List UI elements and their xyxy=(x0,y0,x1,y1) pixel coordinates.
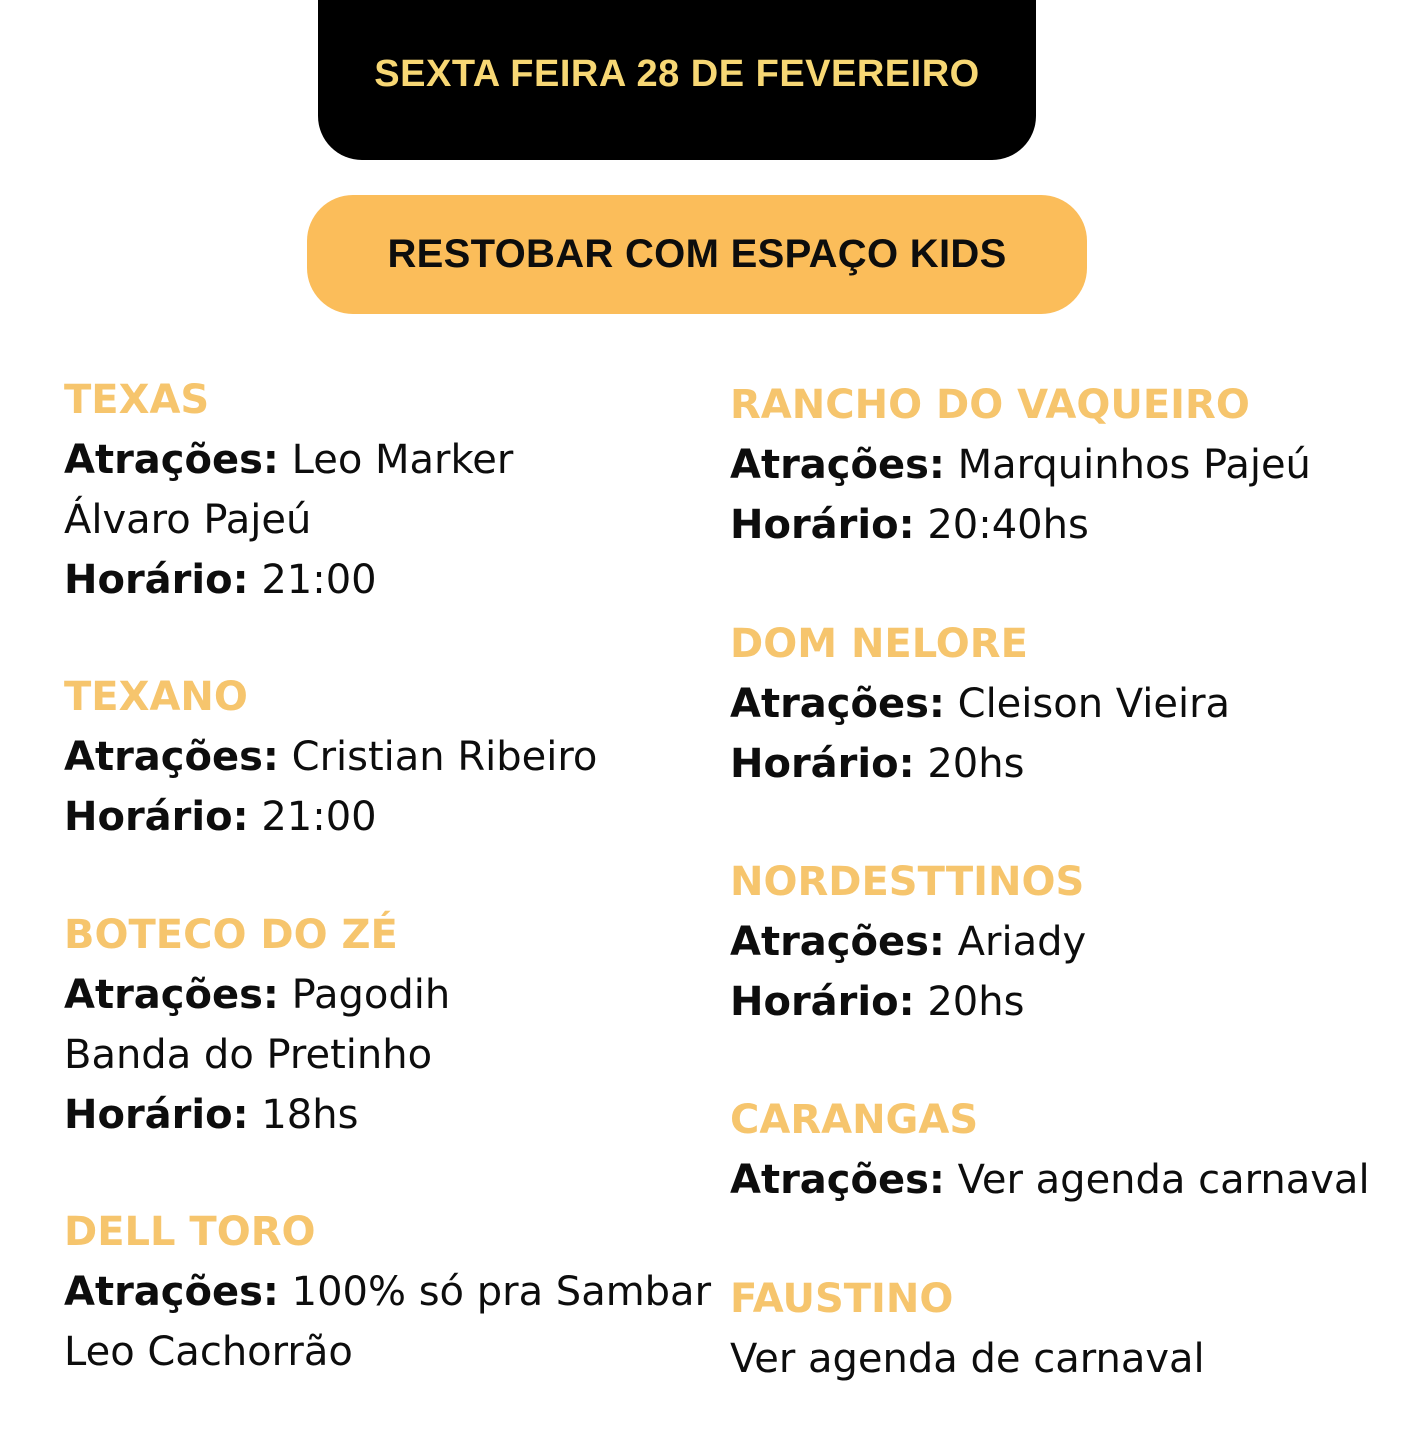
attractions-extra: Banda do Pretinho xyxy=(64,1032,433,1078)
attractions-value: Leo Marker xyxy=(291,437,514,483)
attractions-label: Atrações: xyxy=(730,442,945,488)
time-line xyxy=(64,550,513,610)
attractions-value: Ariady xyxy=(957,919,1087,965)
attractions-line xyxy=(64,727,597,787)
time-line xyxy=(730,972,1086,1032)
date-title: SEXTA FEIRA 28 DE FEVEREIRO xyxy=(374,52,980,95)
attractions-line xyxy=(64,965,450,1025)
attractions-label: Atrações: xyxy=(730,919,945,965)
attractions-line xyxy=(730,435,1311,495)
venue-name: TEXAS xyxy=(64,377,210,423)
attractions-value: Pagodih xyxy=(291,972,451,1018)
attractions-label: Atrações: xyxy=(64,734,279,780)
attractions-label: Atrações: xyxy=(64,1269,279,1315)
time-value: 20hs xyxy=(927,741,1025,787)
venue-faustino xyxy=(730,1269,1205,1389)
attractions-extra: Álvaro Pajeú xyxy=(64,497,312,543)
time-value: 20hs xyxy=(927,979,1025,1025)
time-value: 18hs xyxy=(261,1092,359,1138)
time-label: Horário: xyxy=(64,1092,249,1138)
attractions-line xyxy=(730,674,1230,734)
attractions-label: Atrações: xyxy=(730,1157,945,1203)
attractions-value: Cleison Vieira xyxy=(957,681,1231,727)
venue-name: CARANGAS xyxy=(730,1097,979,1143)
time-value: 20:40hs xyxy=(927,502,1089,548)
attractions-value: 100% só pra Sambar xyxy=(291,1269,712,1315)
time-label: Horário: xyxy=(64,794,249,840)
time-line xyxy=(730,495,1311,555)
venue-name: RANCHO DO VAQUEIRO xyxy=(730,382,1250,428)
time-value: 21:00 xyxy=(261,794,377,840)
attractions-value: Ver agenda carnaval xyxy=(957,1157,1370,1203)
venue-rancho-do-vaqueiro xyxy=(730,375,1311,555)
venue-texano xyxy=(64,667,597,847)
attractions-value: Marquinhos Pajeú xyxy=(957,442,1311,488)
venue-name: BOTECO DO ZÉ xyxy=(64,912,398,958)
time-value: 21:00 xyxy=(261,557,377,603)
time-line xyxy=(64,787,597,847)
attractions-label: Atrações: xyxy=(64,437,279,483)
time-label: Horário: xyxy=(64,557,249,603)
venue-dom-nelore xyxy=(730,614,1230,794)
venue-name: FAUSTINO xyxy=(730,1276,954,1322)
venue-nordesttinos xyxy=(730,852,1086,1032)
attractions-extra: Leo Cachorrão xyxy=(64,1329,353,1375)
venue-name: DELL TORO xyxy=(64,1209,316,1255)
attractions-label: Atrações: xyxy=(64,972,279,1018)
venue-name: TEXANO xyxy=(64,674,248,720)
venue-dell-toro xyxy=(64,1202,711,1382)
attractions-line xyxy=(730,1150,1370,1210)
date-banner xyxy=(318,0,1036,160)
venue-carangas xyxy=(730,1090,1370,1210)
time-label: Horário: xyxy=(730,741,915,787)
category-pill xyxy=(307,195,1087,314)
venue-name: NORDESTTINOS xyxy=(730,859,1085,905)
time-label: Horário: xyxy=(730,502,915,548)
venue-texas xyxy=(64,370,513,610)
attractions-value: Cristian Ribeiro xyxy=(291,734,598,780)
attractions-line xyxy=(730,912,1086,972)
attractions-line xyxy=(64,1262,711,1322)
category-title: RESTOBAR COM ESPAÇO KIDS xyxy=(387,232,1007,276)
attractions-line xyxy=(64,430,513,490)
venue-note: Ver agenda de carnaval xyxy=(730,1336,1205,1382)
time-line xyxy=(64,1085,450,1145)
time-label: Horário: xyxy=(730,979,915,1025)
time-line xyxy=(730,734,1230,794)
attractions-label: Atrações: xyxy=(730,681,945,727)
venue-boteco-do-ze xyxy=(64,905,450,1145)
venue-name: DOM NELORE xyxy=(730,621,1028,667)
